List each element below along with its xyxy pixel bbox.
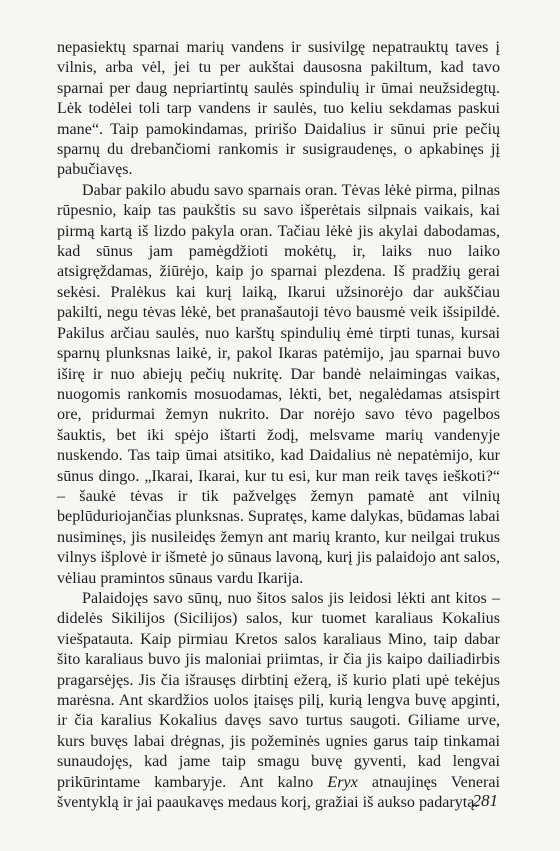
page-body [57,38,500,813]
page-number: 281 [472,791,498,810]
paragraph-3-italic: Eryx [327,773,358,791]
paragraph-2: Dabar pakilo abudu savo sparnais oran. Tėvas lėkė pirma, pilnas rūpesnio, kaip tas paukštis su savo išperėtais silpnais vaikais, kai pirmą kartą iš lizdo pakyla oran. Tačiau lėkė jis akylai dabodamas, kad sūnus jam pamėgdžioti mokėtų, ir, laiks nuo laiko atsigręždamas, žiūrėjo, kaip jo sparnai plezdena. Iš pradžių gerai sekėsi. Pralėkus kai kurį laiką, Ikarui užsinorėjo dar aukščiau pakilti, negu tėvas lėkė, bet pranašautoji tėvo bausmė veik išsipildė. Pakilus arčiau saulės, nuo karštų spindulių ėmė tirpti tunas, kursai sparnų plunksnas laikė, ir, pakol Ikaras patėmijo, jau sparnai buvo iširę ir nuo abiejų pečių nukritę. Dar bandė nelaimingas vaikas, nuogomis rankomis mosuodamas, lėkti, bet, negalėdamas atsispirt ore, pridurmai žemyn nukrito. Dar norėjo savo tėvo pagelbos šauktis, bet iki spėjo ištarti žodį, melsvame marių vandenyje nuskendo. Tas taip ūmai atsitiko, kad Daidalius nė nepatėmijo, kur sūnus dingo. „Ikarai, Ikarai, kur tu esi, kur man reik tavęs ieškoti?“ – šaukė tėvas ir tik pažvelgęs žemyn pamatė ant vilnių beplūduriojančias plunksnas. Supratęs, kame dalykas, būdamas labai nusiminęs, jis nusileidęs žemyn ant marių kranto, kur neilgai trukus vilnys išplovė ir išmetė jo sūnaus lavoną, kurį jis palaidojo ant salos, vėliau pramintos sūnaus vardu Ikarija. [57,181,500,587]
paragraph-1: nepasiektų sparnai marių vandens ir susivilgę nepatrauktų taves į vilnis, arba vėl, jei tu per aukštai dausosna pakiltum, kad tavo sparnai per daug nepriartintų saulės spindulių ir ūmai neužsidegtų. Lėk todėlei toli tarp vandens ir saulės, tuo keliu sekdamas paskui mane“. Taip pamokindamas, pririšo Daidalius ir sūnui prie pečių sparnų du drebančiomi rankomis ir susigraudenęs, o apkabinęs jį pabučiavęs. [57,39,500,179]
paragraph-3 [57,589,500,813]
paragraph-3-text: Palaidojęs savo sūnų, nuo šitos salos jis leidosi lėkti ant kitos – didelės Sikilijos (Sicilijos) salos, kur tuomet karaliaus Kokalius viešpatauta. Kaip pirmiau Kretos salos karaliaus Mino, taip dabar šito karaliaus buvo jis maloniai priimtas, ir čia jis kaipo dailiadirbis pragarsėjęs. Jis čia išrausęs dirbtinį ežerą, iš kurio plati upė tekėjus marėsna. Ant skardžios uolos įtaisęs pilį, kurią lengva buvę apginti, ir čia karalius Kokalius davęs savo turtus saugoti. Giliame urve, kurs buvęs labai drėgnas, jis požeminės ugnies garus taip tinkamai sunaudojęs, kad jame taip smagu buvę gyventi, kad lengvai prikūrintame kambaryje. Ant kalno [57,589,500,791]
paragraph-3-text-after: atnaujinęs Venerai šventyklą ir jai paaukavęs medaus korį, gražiai iš aukso padarytą. [57,773,500,812]
